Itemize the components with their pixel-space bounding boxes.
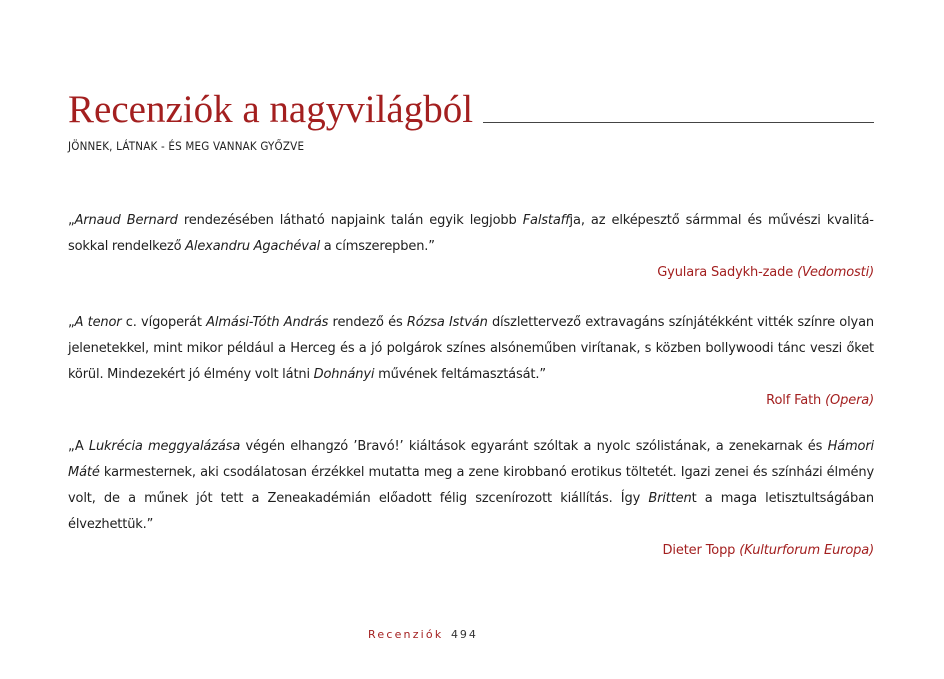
review-3 — [68, 434, 874, 564]
quote-emphasis: Dohnányi — [313, 367, 375, 382]
quote-emphasis: Lukrécia meggyalázása — [88, 439, 241, 454]
quote-emphasis: Britten — [648, 491, 692, 506]
quote-emphasis: Hámori Máté — [68, 439, 874, 480]
quote-run: rendező és — [328, 315, 407, 330]
quote-emphasis: Alexandru Agachéval — [185, 239, 321, 254]
review-quote — [68, 310, 874, 388]
quote-run: t a maga letisztultságában élvezhettük.” — [68, 491, 875, 532]
quote-run: ja, az elképesztő sármmal és művészi kvalitásokkal rendelkező — [68, 213, 874, 254]
page-subtitle: JÖNNEK, LÁTNAK - ÉS MEG VANNAK GYŐZVE — [68, 139, 305, 153]
review-attribution — [68, 388, 874, 414]
quote-run: „ — [68, 315, 75, 330]
review-attribution — [68, 260, 874, 286]
quote-emphasis: Rózsa István — [406, 315, 488, 330]
page-title: Recenziók a nagyvilágból — [68, 88, 474, 131]
quote-emphasis: Almási-Tóth András — [206, 315, 329, 330]
review-author: Gyulara Sadykh-zade — [657, 265, 794, 280]
quote-run: díszlettervező extravagáns színjátékként vitték színre olyan jelenetekkel, mint mikor például a Herceg és a jó polgárok színes alsóneműben virítanak, s közben bollywoodi tánc veszi őket körül. Mindezekért jó élmény volt látni — [68, 315, 875, 382]
review-author: Dieter Topp — [662, 543, 736, 558]
review-source: (Vedomosti) — [797, 265, 874, 280]
quote-run: művének feltámasztását.” — [374, 367, 546, 382]
review-quote — [68, 434, 874, 538]
review-1 — [68, 208, 874, 286]
review-source: (Opera) — [825, 393, 874, 408]
quote-run: karmesternek, aki csodálatosan érzékkel mutatta meg a zene kirobbanó erotikus töltetét. Igazi zenei és színházi élmény volt, de a műnek jót tett a Zeneakadémián előadott félig szcenírozott kiállítás. Így — [68, 465, 874, 506]
title-divider — [483, 122, 874, 123]
quote-run: a címszerepben.” — [320, 239, 435, 254]
review-attribution — [68, 538, 874, 564]
footer-section-label: Recenziók — [368, 628, 444, 641]
quote-emphasis: Arnaud Bernard — [74, 213, 178, 228]
quote-emphasis: A tenor — [74, 315, 122, 330]
review-source: (Kulturforum Europa) — [739, 543, 874, 558]
quote-emphasis: Falstaff — [522, 213, 570, 228]
quote-run: „A — [68, 439, 89, 454]
quote-run: „ — [68, 213, 75, 228]
quote-run: c. vígoperát — [121, 315, 207, 330]
review-author: Rolf Fath — [766, 393, 822, 408]
page-footer — [368, 628, 478, 641]
review-quote — [68, 208, 874, 260]
quote-run: végén elhangzó ’Bravó!’ kiáltások egyaránt szóltak a nyolc szólistának, a zenekarnak és — [240, 439, 828, 454]
title-row — [68, 88, 874, 132]
page-number: 494 — [450, 628, 478, 641]
review-2 — [68, 310, 874, 414]
quote-run: rendezésében látható napjaink talán egyik legjobb — [177, 213, 523, 228]
